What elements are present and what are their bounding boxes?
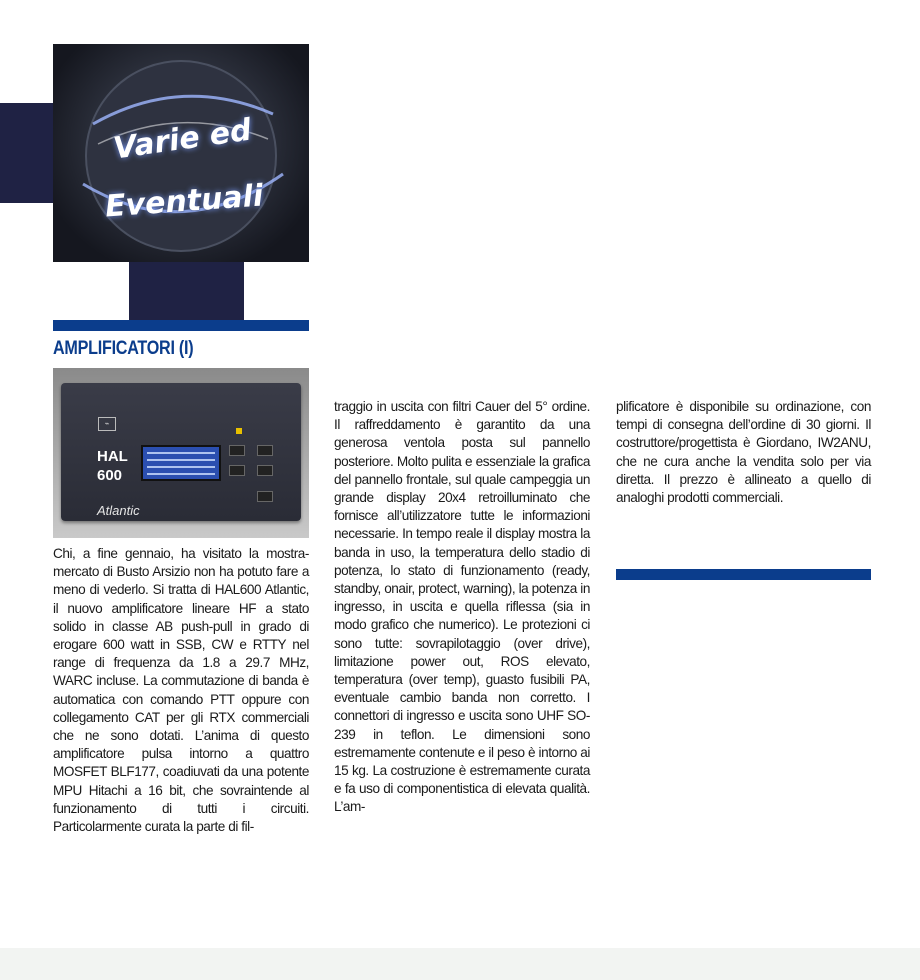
model-label bbox=[97, 447, 128, 485]
amplifier-front-panel bbox=[61, 383, 301, 521]
decorative-navy-block-left bbox=[0, 103, 57, 203]
article-column-3: plificatore è disponibile su ordinazione, con tempi di consegna dell’ordine di 30 giorni. Il costruttore/progettista è Giordano, IW2ANU, che ne cura anche la vendita solo per via diretta. Il prezzo è allineato a quello di analoghi prodotti commerciali. bbox=[616, 399, 871, 506]
brand-logo-icon: ⌁ bbox=[98, 417, 116, 431]
decorative-navy-block-under bbox=[129, 262, 244, 320]
model-line1: HAL bbox=[97, 448, 128, 465]
section-title: AMPLIFICATORI (I) bbox=[53, 338, 194, 359]
panel-button bbox=[229, 465, 245, 476]
model-line2: 600 bbox=[97, 467, 123, 484]
article-column-2: traggio in uscita con filtri Cauer del 5° ordine. Il raffreddamento è garantito da una generosa ventola posta sul pannello posteriore. Molto pulita e essenziale la grafica del pannello frontale, sul quale campeggia un grande display 20x4 retroilluminato che fornisce all’utilizzatore tutte le informazioni necessarie. In tempo reale il display mostra la banda in uso, la temperatura dello stadio di potenza, lo stato di funzionamento (ready, standby, onair, protect, warning), la potenza in ingresso, in uscita e quella riflessa (sia in modo grafico che numerico). Le protezioni ci sono tutte: sovrapilotaggio (over drive), limitazione power out, ROS elevato, temperatura (over temp), guasto fusibili PA, eventuale cambio banda non corretto. I connettori di ingresso e uscita sono UHF SO-239 in teflon. Le dimensioni sono estremamente contenute e il peso è intorno ai 15 kg. La costruzione è estremamente curata e fa uso di componentistica di elevata qualità. L’am- bbox=[334, 399, 590, 815]
header-title-line1: Varie ed bbox=[111, 112, 254, 167]
panel-button bbox=[257, 465, 273, 476]
lcd-display bbox=[141, 445, 221, 481]
section-rule-right bbox=[616, 569, 871, 580]
panel-button bbox=[257, 445, 273, 456]
page-footer-band bbox=[0, 948, 920, 980]
brand-label: Atlantic bbox=[97, 503, 140, 518]
header-title-line2: Eventuali bbox=[103, 178, 265, 225]
status-led-icon bbox=[236, 428, 242, 434]
article-column-1: Chi, a fine gennaio, ha visitato la mostra-mercato di Busto Arsizio non ha potuto fare a meno di vederlo. Si tratta di HAL600 Atlantic, il nuovo amplificatore lineare HF a stato solido in classe AB push-pull in grado di erogare 600 watt in SSB, CW e RTTY nel range di frequenza da 1.8 a 29.7 MHz, WARC incluse. La commutazione di banda è automatica con comando PTT oppure con collegamento CAT per gli RTX commerciali che ne sono dotati. L’anima di questo amplificatore pulsa intorno a quattro MOSFET BLF177, coadiuvati da una potente MPU Hitachi a 16 bit, che sovraintende al funzionamento di tutti i circuiti. Particolarmente curata la parte di fil- bbox=[53, 546, 309, 835]
power-switch-icon bbox=[257, 491, 273, 502]
header-image bbox=[53, 44, 309, 262]
section-rule-top bbox=[53, 320, 309, 331]
product-photo bbox=[53, 368, 309, 538]
panel-button bbox=[229, 445, 245, 456]
